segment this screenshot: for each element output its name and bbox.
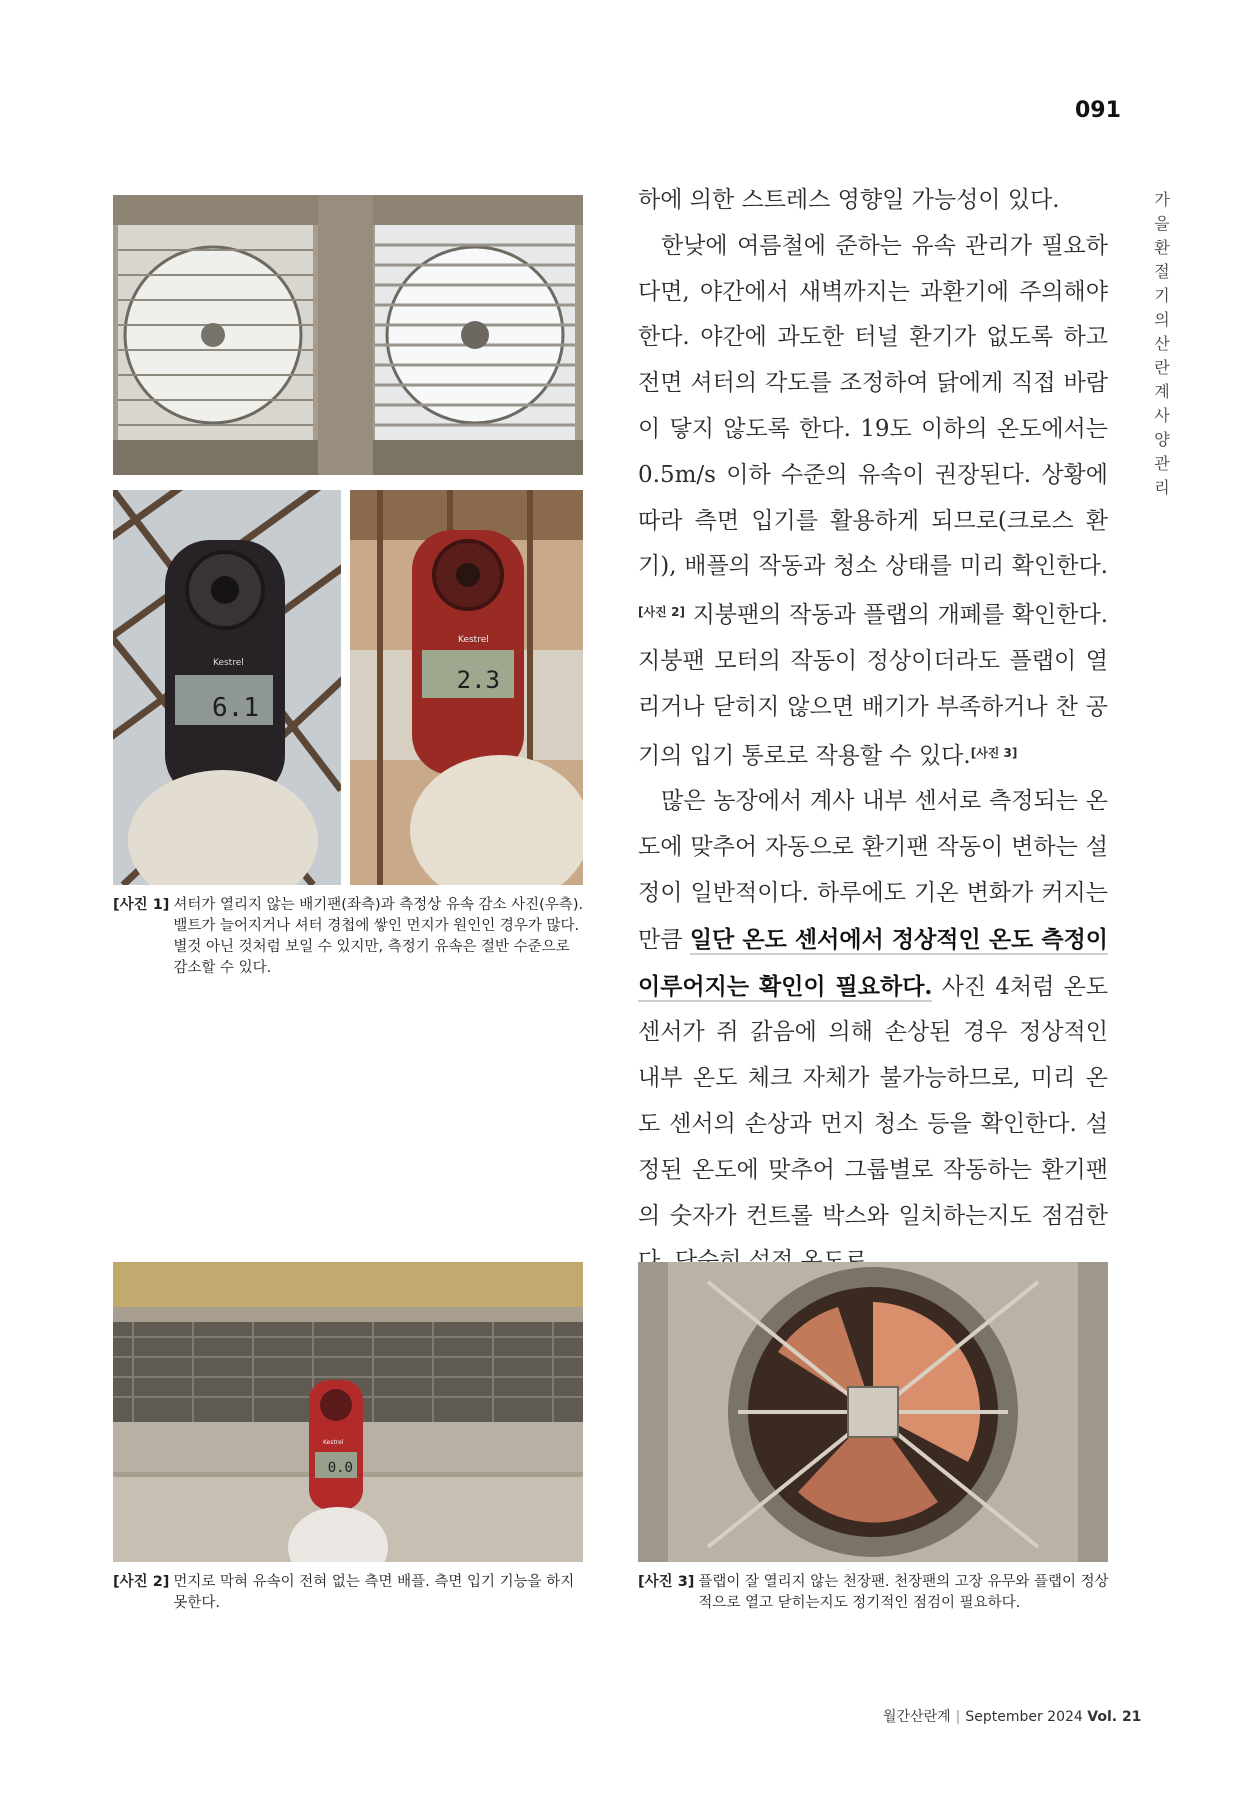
caption-photo-1 bbox=[113, 895, 585, 979]
caption-2-label: [사진 2] bbox=[113, 1574, 170, 1590]
caption-3-label: [사진 3] bbox=[638, 1574, 695, 1590]
paragraph-3-text-a: 많은 농장에서 계사 내부 센서로 측정되는 온도에 맞추어 자동으로 환기팬 작동이 변하는 설정이 일반적이다. 하루에도 기온 변화가 커지는 만큼 bbox=[638, 788, 1108, 953]
meter-brand-right: Kestrel bbox=[458, 635, 489, 645]
footer-magazine: 월간산란계 bbox=[883, 1709, 951, 1725]
ref-photo-2: [사진 2] bbox=[638, 605, 685, 620]
page-number: 091 bbox=[1075, 98, 1121, 123]
page-footer bbox=[883, 1706, 1141, 1726]
ref-photo-3: [사진 3] bbox=[970, 745, 1018, 760]
paragraph-3-text-b: 사진 4처럼 온도 센서가 쥐 갉음에 의해 손상된 경우 정상적인 내부 온도 체크 자체가 불가능하므로, 미리 온도 센서의 손상과 먼지 청소 등을 확인한다. 설정된 온도에 맞추어 그룹별로 작동하는 환기팬의 숫자가 컨트롤 박스와 일치하는지도 점검한 bbox=[638, 973, 1109, 1229]
footer-month: September 2024 bbox=[965, 1709, 1083, 1725]
section-side-tab: 가을 환절기의 산란계 사양관리 bbox=[1154, 190, 1170, 497]
photo-exhaust-fans bbox=[113, 195, 583, 475]
paragraph-3 bbox=[638, 779, 1108, 1285]
meter-reading-left: 6.1 bbox=[212, 693, 259, 723]
photo-anemometer-right bbox=[350, 490, 583, 885]
footer-volume: Vol. 21 bbox=[1087, 1709, 1142, 1725]
caption-1-label: [사진 1] bbox=[113, 897, 170, 913]
meter-brand-left: Kestrel bbox=[213, 658, 244, 668]
photo-ceiling-fan bbox=[638, 1262, 1108, 1562]
paragraph-2 bbox=[638, 224, 1108, 780]
paragraph-2-text-a: 한낮에 여름철에 준하는 유속 관리가 필요하다면, 야간에서 새벽까지는 과환기에 주의해야 한다. 야간에 과도한 터널 환기가 없도록 하고 전면 셔터의 각도를 조정하여 닭에게 직접 바람이 닿지 않도록 한다. 19도 이하의 온도에서는 0.5m/s 이하 수준의 유속이 권장된다. 상황에 따라 측면 입기를 활용하게 되므로(크로스 환기), 배플의 작동과 청소 상태를 미리 확인한다. bbox=[638, 232, 1108, 580]
photo-clogged-baffle bbox=[113, 1262, 583, 1562]
paragraph-2-text-b: 지붕팬의 작동과 플랩의 개폐를 확인한다. 지붕팬 모터의 작동이 정상이더라도 플랩이 열리거나 닫히지 않으면 배기가 부족하거나 찬 공기의 입기 통로로 작용할 수 있다. bbox=[638, 602, 1109, 769]
meter-reading-right: 2.3 bbox=[456, 666, 500, 694]
article-body bbox=[638, 178, 1108, 1285]
photo-anemometer-left bbox=[113, 490, 341, 885]
caption-3-text: 플랩이 잘 열리지 않는 천장팬. 천장팬의 고장 유무와 플랩이 정상적으로 열고 닫히는지도 정기적인 점검이 필요하다. bbox=[698, 1574, 1109, 1611]
caption-photo-3 bbox=[638, 1572, 1110, 1614]
caption-photo-2 bbox=[113, 1572, 585, 1614]
caption-1-text: 셔터가 열리지 않는 배기팬(좌측)과 측정상 유속 감소 사진(우측). 밸트가 늘어지거나 셔터 경첩에 쌓인 먼지가 원인인 경우가 많다. 별것 아닌 것처럼 보일 수 있지만, 측정기 유속은 절반 수준으로 감소할 수 있다. bbox=[173, 897, 584, 976]
paragraph-1: 하에 의한 스트레스 영향일 가능성이 있다. bbox=[638, 187, 1060, 213]
meter-brand-p2: Kestrel bbox=[323, 1439, 344, 1446]
caption-2-text: 먼지로 막혀 유속이 전혀 없는 측면 배플. 측면 입기 기능을 하지 못한다. bbox=[173, 1574, 575, 1611]
footer-separator: | bbox=[955, 1709, 961, 1725]
paragraph-3-emphasis: 일단 온도 센서에서 정상적인 온도 측정이 이루어지는 확인이 필요하다. bbox=[638, 925, 1109, 1000]
meter-reading-p2: 0.0 bbox=[327, 1460, 353, 1476]
